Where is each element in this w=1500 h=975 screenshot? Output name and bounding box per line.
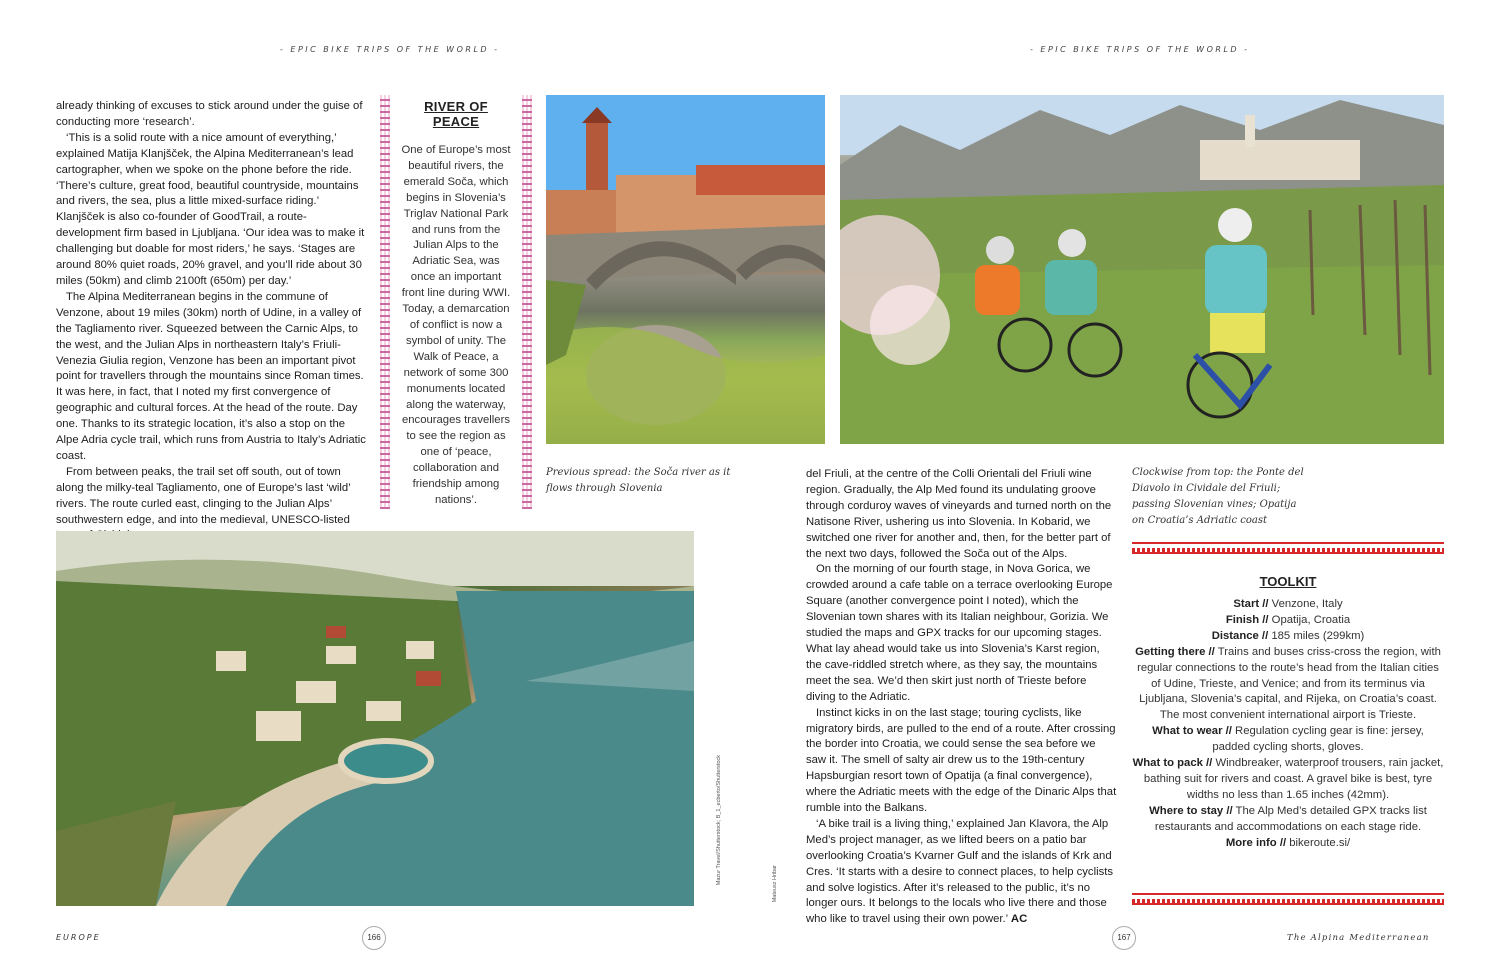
paragraph: [806, 817, 1118, 928]
page-number-right: 167: [1112, 926, 1136, 950]
toolkit-item: What to wear // Regulation cycling gear is fine: jersey, padded cycling shorts, gloves.: [1152, 725, 1424, 754]
cyclists-illustration: [840, 95, 1444, 444]
toolkit-box: [1132, 574, 1444, 852]
footer-section-label: EUROPE: [56, 933, 101, 942]
toolkit-item: Where to stay // The Alp Med’s detailed GPX tracks list restaurants and accommodations on each stage ride.: [1149, 804, 1427, 833]
toolkit-item: What to pack // Windbreaker, waterproof trousers, rain jacket, bathing suit for rivers and coast. A gravel bike is best, tyre widths no less than 1.65 inches (42mm).: [1132, 757, 1444, 801]
caption-previous-spread: Previous spread: the Soča river as it flows through Slovenia: [546, 467, 731, 494]
running-head-right: - EPIC BIKE TRIPS OF THE WORLD -: [1030, 45, 1250, 54]
river-of-peace-sidebar: [380, 95, 532, 509]
toolkit-border-top: [1132, 542, 1444, 554]
cyclists-vineyard-photo: [840, 95, 1444, 444]
opatija-coast-photo: [56, 531, 694, 906]
toolkit-item: Finish // Opatija, Croatia: [1225, 613, 1351, 626]
toolkit-item: Distance // 185 miles (299km): [1211, 629, 1365, 642]
paragraph: del Friuli, at the centre of the Colli Orientali del Friuli wine region. Gradually, the Alp Med found its undulating groove through corduroy waves of vineyards and turned north on the Natisone River, ushering us into Slovenia. In Kobarid, we switched one river for another and, then, for the better part of the next two days, followed the Soča out of the Alps.: [806, 468, 1112, 560]
decorative-border-left: [380, 95, 390, 509]
toolkit-body: [1132, 597, 1444, 852]
paragraph: Instinct kicks in on the last stage; touring cyclists, like migratory birds, are pulled to the end of a route. After crossing the border into Croatia, we could sense the sea before we saw it. The smell of salty air drew us to the 19th-century Hapsburgian resort town of Opatija (a final convergence), where the Adriatic meets with the edge of the Dinaric Alps that rumble into the Balkans.: [806, 706, 1117, 815]
paragraph: From between peaks, the trail set off south, out of town along the milky-teal Tagliamento, one of Europe’s last ‘wild’ rivers. The route curled east, clinging to the Julian Alps’ southwestern edge, and into the medieval, UNESCO-listed: [56, 465, 351, 526]
paragraph: ‘This is a solid route with a nice amount of everything,’ explained Matija Klanjšček, the Alpina Mediterranean’s lead cartographer, when we spoke on the phone before the ride. ‘There’s culture, great food, beautiful countryside, mountains and rivers, the sea, plus a little mixed-surface riding.’ Klanjšček is also co-founder of GoodTrail, a route-development firm based in Ljubljana. ‘Our idea was to make it challenging but doable for most riders,’ he says. ‘Stages are around 80% quiet roads, 20% gravel, and you’ll ride about 30 miles (50km) and climb 2100ft (650m) per day.’: [56, 131, 365, 287]
caption-clockwise: Clockwise from top: the Ponte del Diavolo in Cividale del Friuli; passing Slovenian vines; Opatija on Croatia’s Adriatic coast: [1132, 467, 1304, 526]
toolkit-border-bottom: [1132, 893, 1444, 905]
left-article-column: [56, 99, 368, 544]
bridge-illustration: [546, 95, 825, 444]
photo-credit-bikes: Mateusz Hribar: [772, 865, 778, 903]
page-number-left: 166: [362, 926, 386, 950]
coast-illustration: [56, 531, 694, 906]
toolkit-title: TOOLKIT: [1259, 574, 1317, 589]
middle-article-column: [806, 467, 1118, 928]
paragraph: The Alpina Mediterranean begins in the commune of Venzone, about 19 miles (30km) north of Udine, in a valley of the Tagliamento river. Squeezed between the Carnic Alps, to the west, and the Julian Alps in northeastern Italy’s Friuli-Venezia Giulia region, Venzone has been an important pivot point for travellers through the mountains since Roman times. It was here, in fact, that I noted my first convergence of geographic and cultural forces. At the head of the route. Day one. Thanks to its strategic location, it’s also a stop on the Alpe Adria cycle trail, which runs from Austria to Italy’s Adriatic coast.: [56, 290, 366, 462]
toolkit-item: More info // bikeroute.si/: [1225, 836, 1351, 849]
author-initials: AC: [1010, 913, 1028, 926]
decorative-border-right: [522, 95, 532, 509]
toolkit-item: Start // Venzone, Italy: [1233, 598, 1343, 610]
paragraph: already thinking of excuses to stick around under the guise of conducting more ‘research’.: [56, 100, 363, 128]
sidebar-title: RIVER OF PEACE: [424, 99, 488, 129]
footer-article-title: The Alpina Mediterranean: [1287, 933, 1430, 943]
paragraph-text: ‘A bike trail is a living thing,’ explained Jan Klavora, the Alp Med’s project manager, as we lifted beers on a patio bar overlooking Croatia’s Kvarner Gulf and the islands of Krk and Cres. ‘It starts with a desire to connect places, to help cyclists and solve logistics. After it’s released to the public, it’s no longer ours. It belongs to the locals who live there and those who like to travel using their own power.’: [806, 817, 1114, 926]
ponte-del-diavolo-photo: [546, 95, 825, 444]
paragraph: On the morning of our fourth stage, in Nova Gorica, we crowded around a cafe table on a terrace overlooking Europe Square (another convergence point I noted), which the Slovenian town shares with its Italian neighbour, Gorizia. We studied the maps and GPX tracks for our upcoming stages. What lay ahead would take us into Slovenia’s Karst region, the cave-riddled stretch where, as they say, the mountains meet the sea. We’d then skirt just north of Trieste before diving to the Adriatic.: [806, 563, 1113, 703]
toolkit-item: Getting there // Trains and buses criss-cross the region, with regular connections to the route’s head from the Italian cities of Udine, Trieste, and Venice; and from its terminus via Ljubljana, Slovenia’s capital, and Rijeka, on Croatia’s coast. The most convenient international airport is Trieste.: [1135, 645, 1441, 722]
photo-credit-coast: Mazur Travel/Shutterstock; B_1_ecberto/Shutterstock: [716, 755, 722, 886]
running-head-left: - EPIC BIKE TRIPS OF THE WORLD -: [280, 45, 500, 54]
sidebar-body: One of Europe’s most beautiful rivers, the emerald Soča, which begins in Slovenia’s Triglav National Park and runs from the Julian Alps to the Adriatic Sea, was once an important front line during WWI. Today, a demarcation of conflict is now a symbol of unity. The Walk of Peace, a network of some 300 monuments located along the waterway, encourages travellers to see the region as one of ‘peace, collaboration and friendship among nations’.: [401, 144, 511, 506]
